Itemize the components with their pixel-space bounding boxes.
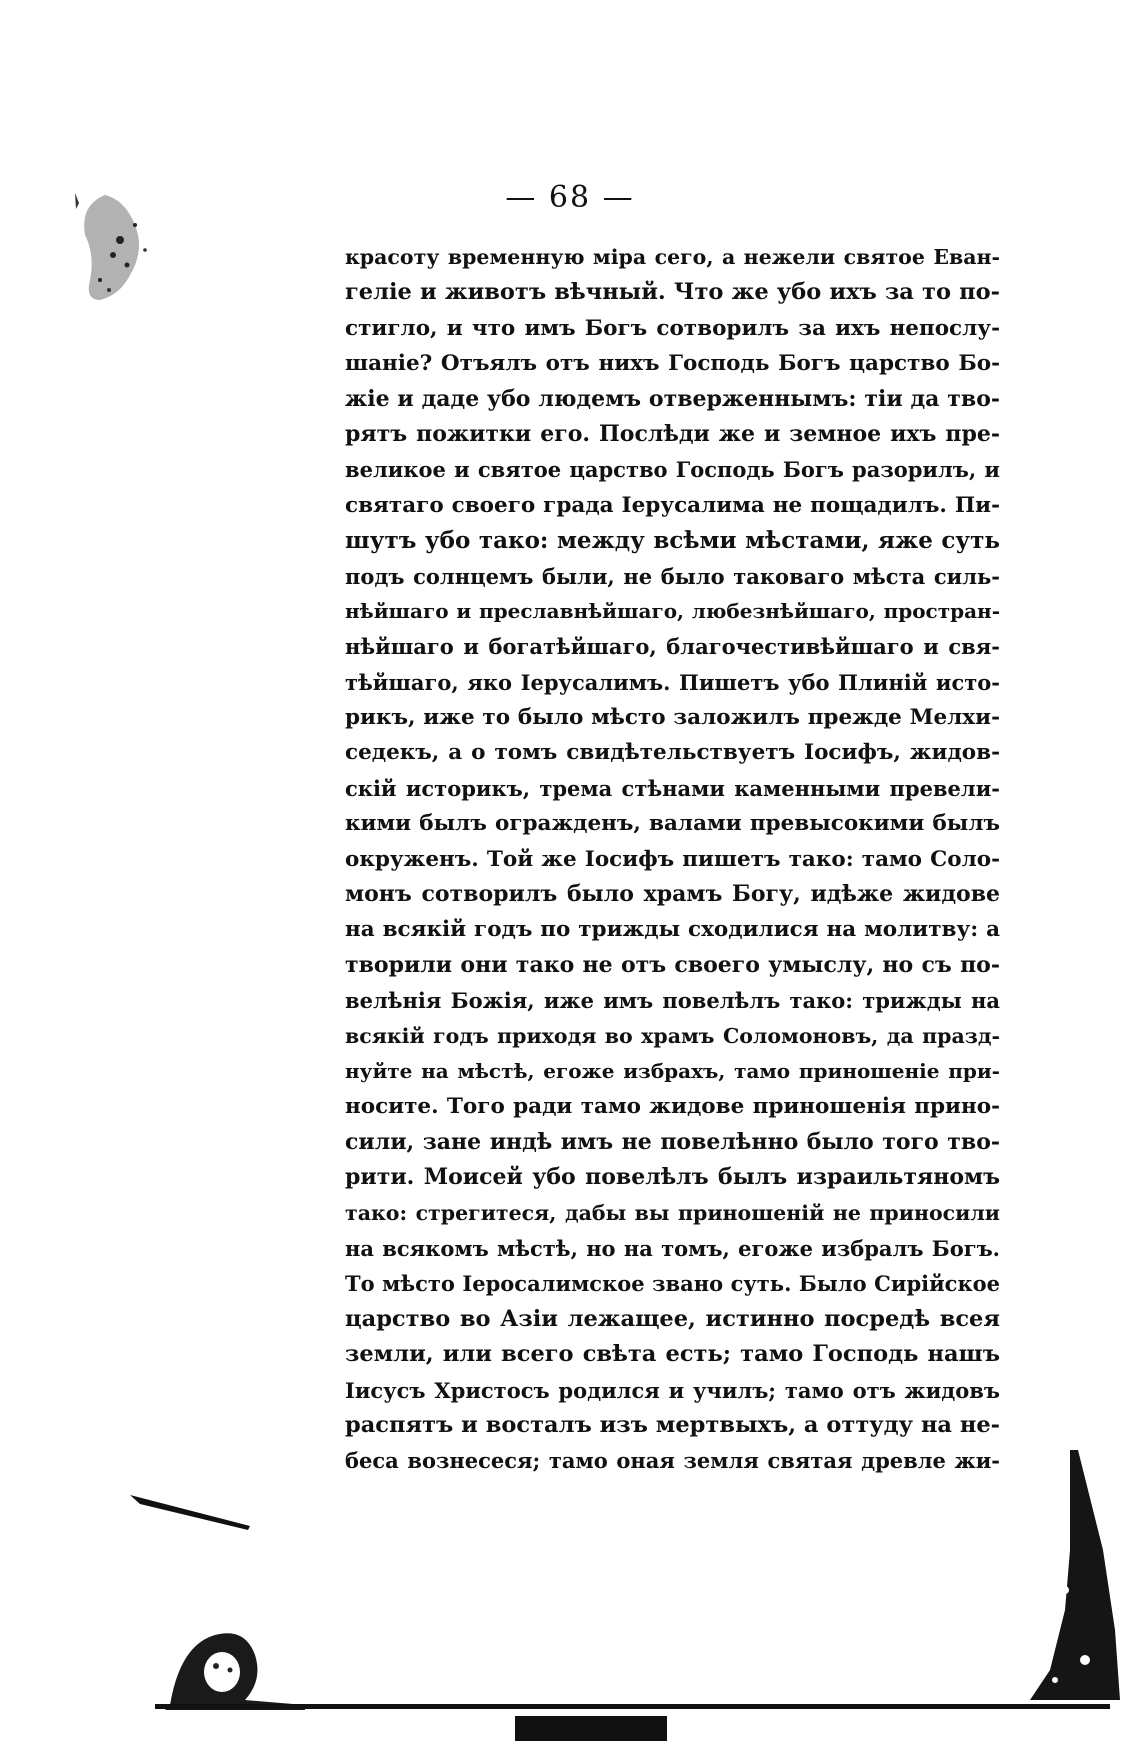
text-line: рикъ, иже то было мѣсто заложилъ прежде Мелхи-	[345, 705, 1000, 731]
text-line: подъ солнцемъ были, не было таковаго мѣста силь-	[345, 563, 1000, 589]
text-line: жіе и даде убо людемъ отверженнымъ: тіи да тво-	[345, 385, 1000, 412]
bottom-bar	[515, 1716, 667, 1741]
text-line: на всякій годъ по трижды сходилися на молитву: а	[345, 917, 1000, 943]
text-line: кими былъ огражденъ, валами превысокими былъ	[345, 811, 1000, 837]
text-line: беса вознесеся; тамо оная земля святая древле жи-	[345, 1448, 1000, 1474]
text-line: Іисусъ Христосъ родился и училъ; тамо отъ жидовъ	[345, 1377, 1000, 1403]
page-number: — 68 —	[505, 180, 635, 215]
body-text	[345, 240, 1000, 1479]
text-line: на всякомъ мѣстѣ, но на томъ, егоже избралъ Богъ.	[345, 1235, 1000, 1261]
text-line: геліе и животъ вѣчный. Что же убо ихъ за то по-	[345, 279, 1000, 306]
text-line: сили, зане индѣ имъ не повелѣнно было того тво-	[345, 1128, 1000, 1155]
text-line: монъ сотворилъ было храмъ Богу, идѣже жидове	[345, 881, 1000, 908]
text-line: велѣнія Божія, иже имъ повелѣлъ тако: трижды на	[345, 988, 1000, 1014]
text-line: окруженъ. Той же Іосифъ пишетъ тако: тамо Соло-	[345, 846, 1000, 872]
text-line: святаго своего града Іерусалима не пощадилъ. Пи-	[345, 492, 1000, 518]
text-line: шутъ убо тако: между всѣми мѣстами, яже суть	[345, 527, 1000, 555]
text-line: То мѣсто Іеросалимское звано суть. Было Сирійское	[345, 1271, 1000, 1297]
text-line: шаніе? Отъялъ отъ нихъ Господь Богъ царство Бо-	[345, 351, 1000, 377]
text-line: нѣйшаго и преславнѣйшаго, любезнѣйшаго, простран-	[345, 598, 1000, 623]
text-line: творили они тако не отъ своего умыслу, но съ по-	[345, 951, 1000, 978]
text-line: рятъ пожитки его. Послѣди же и земное ихъ пре-	[345, 420, 1000, 447]
text-line: великое и святое царство Господь Богъ разорилъ, и	[345, 457, 1000, 483]
text-line: красоту временную міра сего, а нежели святое Еван-	[345, 245, 1000, 269]
scan-smudge-bottom-right	[1010, 1440, 1120, 1710]
text-line: всякій годъ приходя во храмъ Соломоновъ, да празд-	[345, 1023, 1000, 1048]
text-line: тако: стрегитеся, дабы вы приношеній не приносили	[345, 1200, 1000, 1225]
text-line: нѣйшаго и богатѣйшаго, благочестивѣйшаго и свя-	[345, 634, 1000, 660]
text-line: царство во Азіи лежащее, истинно посредѣ всея	[345, 1305, 1000, 1332]
text-line: скій историкъ, трема стѣнами каменными превели-	[345, 775, 1000, 801]
text-line: седекъ, а о томъ свидѣтельствуетъ Іосифъ, жидов-	[345, 740, 1000, 766]
scan-shape-bottom-left	[150, 1580, 350, 1710]
text-line: земли, или всего свѣта есть; тамо Господь нашъ	[345, 1341, 1000, 1368]
bottom-rule	[155, 1704, 1110, 1709]
scan-wedge-left	[130, 1490, 250, 1530]
text-line: стигло, и что имъ Богъ сотворилъ за ихъ непослу-	[345, 315, 1000, 341]
text-line: носите. Того ради тамо жидове приношенія прино-	[345, 1094, 1000, 1120]
text-line: нуйте на мѣстѣ, егоже избрахъ, тамо приношеніе при-	[345, 1058, 1000, 1083]
text-line: рити. Моисей убо повелѣлъ былъ израильтяномъ	[345, 1164, 1000, 1191]
text-line: тѣйшаго, яко Іерусалимъ. Пишетъ убо Плиній исто-	[345, 669, 1000, 695]
text-line: распятъ и восталъ изъ мертвыхъ, а оттуду на не-	[345, 1411, 1000, 1438]
